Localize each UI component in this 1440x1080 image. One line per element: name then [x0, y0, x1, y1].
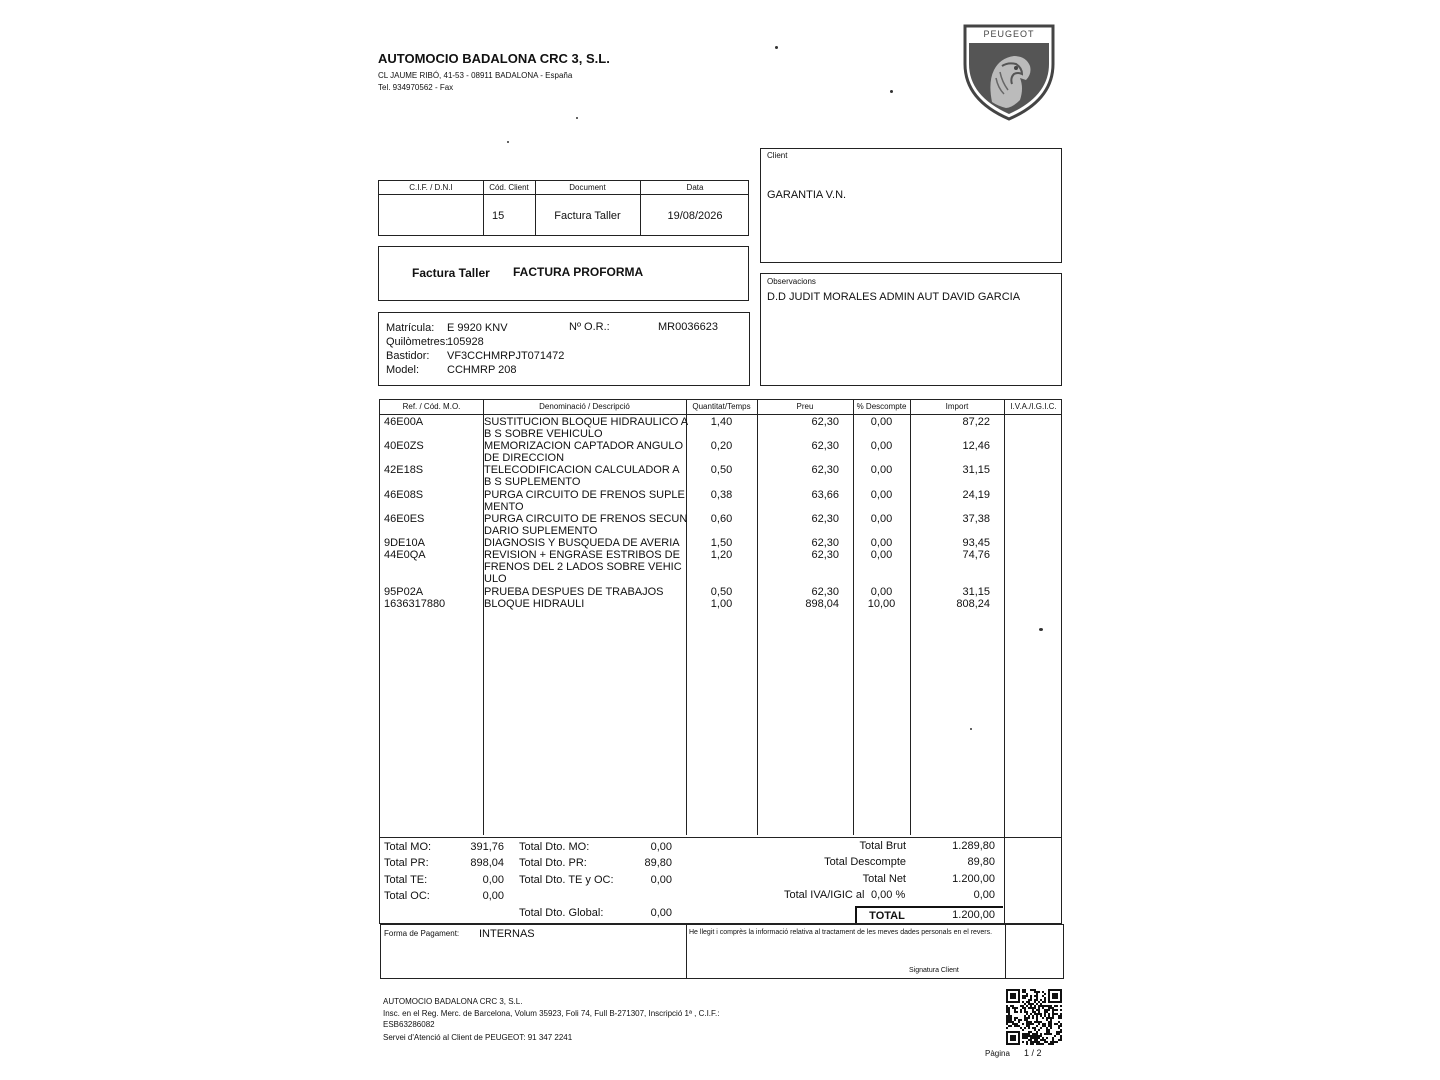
or-value: MR0036623	[658, 321, 718, 333]
date-value: 19/08/2026	[667, 210, 723, 222]
vehicle-box	[378, 312, 750, 386]
item-price: 62,30	[811, 537, 839, 549]
total-net-label: Total Net	[862, 873, 906, 885]
item-description: TELECODIFICACION CALCULADOR A B S SUPLEMENTO	[484, 464, 679, 488]
payment-method: INTERNAS	[479, 928, 535, 940]
scan-speck	[775, 46, 778, 49]
company-phone: Tel. 934970562 - Fax	[378, 83, 454, 92]
col-amount-header: Import	[945, 402, 969, 411]
invoice-type-label: Factura Taller	[412, 266, 490, 280]
scan-speck	[1039, 628, 1043, 631]
footer-customer-service: Servei d'Atenció al Client de PEUGEOT: 91 347 2241	[383, 1033, 573, 1042]
item-discount: 0,00	[870, 416, 893, 428]
total-mo-label: Total MO:	[384, 841, 432, 853]
model-value: CCHMRP 208	[447, 364, 517, 376]
item-amount: 808,24	[956, 598, 990, 610]
cif-label: C.I.F. / D.N.I	[409, 183, 453, 192]
footer-company: AUTOMOCIO BADALONA CRC 3, S.L.	[383, 997, 523, 1006]
col-ref-header: Ref. / Cód. M.O.	[402, 402, 461, 411]
item-amount: 37,38	[962, 513, 990, 525]
total-brut-label: Total Brut	[859, 840, 906, 852]
company-name: AUTOMOCIO BADALONA CRC 3, S.L.	[378, 51, 610, 66]
chassis-label: Bastidor:	[386, 350, 430, 362]
privacy-note: He llegit i comprès la informació relativa al tractament de les meves dades personals en el revers.	[689, 929, 993, 936]
item-amount: 87,22	[962, 416, 990, 428]
total-descompte-value: 89,80	[967, 856, 995, 868]
page-number: 1 / 2	[1024, 1048, 1042, 1058]
item-ref: 46E0ES	[384, 513, 425, 525]
total-dto-pr-label: Total Dto. PR:	[519, 857, 587, 869]
item-description: SUSTITUCION BLOQUE HIDRAULICO A B S SOBRE VEHICULO	[484, 416, 688, 440]
total-pr-label: Total PR:	[384, 857, 429, 869]
total-oc-label: Total OC:	[384, 890, 430, 902]
scan-speck	[576, 117, 578, 119]
scan-speck	[890, 90, 893, 93]
item-price: 62,30	[811, 464, 839, 476]
item-discount: 0,00	[870, 586, 893, 598]
total-iva-value: 0,00	[973, 889, 995, 901]
line-items-table	[379, 399, 1062, 924]
invoice-type-value: FACTURA PROFORMA	[513, 265, 644, 279]
scan-speck	[970, 728, 972, 730]
total-dto-teoc-value: 0,00	[650, 874, 672, 886]
item-quantity: 0,50	[710, 464, 733, 476]
total-dto-mo-value: 0,00	[650, 841, 672, 853]
observations-text: D.D JUDIT MORALES ADMIN AUT DAVID GARCIA	[767, 291, 1021, 303]
payment-box	[380, 924, 1064, 979]
item-price: 62,30	[811, 586, 839, 598]
client-code-value: 15	[492, 210, 505, 222]
item-amount: 74,76	[962, 549, 990, 561]
page-label: Pàgina	[985, 1049, 1010, 1058]
item-description: REVISION + ENGRASE ESTRIBOS DE FRENOS DEL 2 LADOS SOBRE VEHICULO	[484, 549, 682, 585]
item-price: 63,66	[811, 489, 839, 501]
item-amount: 24,19	[962, 489, 990, 501]
item-quantity: 0,50	[710, 586, 733, 598]
item-discount: 0,00	[870, 440, 893, 452]
item-ref: 42E18S	[384, 464, 424, 476]
item-description: DIAGNOSIS Y BUSQUEDA DE AVERIA	[484, 537, 680, 549]
observations-label: Observacions	[767, 277, 816, 286]
item-amount: 12,46	[962, 440, 990, 452]
qr-code-icon	[1006, 989, 1062, 1045]
item-description: PURGA CIRCUITO DE FRENOS SECUNDARIO SUPLEMENTO	[484, 513, 688, 537]
client-box	[760, 148, 1062, 263]
item-ref: 44E0QA	[384, 549, 426, 561]
client-name: GARANTIA V.N.	[767, 189, 847, 201]
item-price: 62,30	[811, 440, 839, 452]
item-description: MEMORIZACION CAPTADOR ANGULO DE DIRECCION	[484, 440, 684, 464]
col-desc-header: Denominació / Descripció	[539, 402, 630, 411]
item-ref: 9DE10A	[384, 537, 425, 549]
item-price: 898,04	[805, 598, 839, 610]
logo-brand-text: PEUGEOT	[983, 29, 1035, 39]
item-quantity: 1,50	[710, 537, 733, 549]
total-iva-label: Total IVA/IGIC al	[784, 889, 865, 901]
total-mo-value: 391,76	[470, 841, 504, 853]
item-amount: 93,45	[962, 537, 990, 549]
item-ref: 1636317880	[384, 598, 446, 610]
or-label: Nº O.R.:	[569, 321, 610, 333]
item-price: 62,30	[811, 513, 839, 525]
grand-total-value: 1.200,00	[952, 909, 995, 921]
item-amount: 31,15	[962, 586, 990, 598]
item-price: 62,30	[811, 416, 839, 428]
col-discount-header: % Descompte	[856, 402, 907, 411]
total-pr-value: 898,04	[470, 857, 504, 869]
item-quantity: 1,00	[710, 598, 733, 610]
item-ref: 46E00A	[384, 416, 424, 428]
item-description: PRUEBA DESPUES DE TRABAJOS	[484, 586, 664, 598]
km-label: Quilòmetres:	[386, 336, 449, 348]
total-descompte-label: Total Descompte	[824, 856, 906, 868]
col-qty-header: Quantitat/Temps	[692, 402, 751, 411]
total-te-value: 0,00	[482, 874, 504, 886]
total-dto-global-value: 0,00	[650, 907, 672, 919]
date-label: Data	[686, 183, 704, 192]
item-description: BLOQUE HIDRAULI	[484, 598, 585, 610]
footer-registry: Insc. en el Reg. Merc. de Barcelona, Volum 35923, Foli 74, Full B-271307, Inscripció 1ª , C.I.F.:	[383, 1009, 720, 1018]
footer-cif: ESB63286082	[383, 1020, 435, 1029]
doc-header-box	[378, 180, 749, 236]
company-address: CL JAUME RIBÓ, 41-53 - 08911 BADALONA - España	[378, 71, 573, 80]
total-oc-value: 0,00	[482, 890, 504, 902]
item-ref: 40E0ZS	[384, 440, 424, 452]
chassis-value: VF3CCHMRPJT071472	[447, 350, 565, 362]
model-label: Model:	[386, 364, 420, 376]
client-code-label: Cód. Client	[489, 183, 529, 192]
item-discount: 0,00	[870, 549, 893, 561]
item-discount: 0,00	[870, 489, 893, 501]
item-quantity: 1,20	[710, 549, 733, 561]
col-tax-header: I.V.A./I.G.I.C.	[1010, 402, 1057, 411]
item-price: 62,30	[811, 549, 839, 561]
item-ref: 95P02A	[384, 586, 424, 598]
item-discount: 0,00	[870, 513, 893, 525]
peugeot-logo	[962, 22, 1056, 122]
total-dto-pr-value: 89,80	[644, 857, 672, 869]
total-net-value: 1.200,00	[952, 873, 995, 885]
col-price-header: Preu	[796, 402, 814, 411]
item-ref: 46E08S	[384, 489, 424, 501]
line-items-body	[380, 400, 1063, 837]
total-brut-value: 1.289,80	[952, 840, 995, 852]
signature-label: Signatura Client	[909, 967, 959, 974]
item-amount: 31,15	[962, 464, 990, 476]
plate-label: Matrícula:	[386, 322, 435, 334]
total-iva-rate: 0,00 %	[871, 889, 906, 901]
total-dto-teoc-label: Total Dto. TE y OC:	[519, 874, 614, 886]
plate-value: E 9920 KNV	[447, 322, 508, 334]
invoice-type-box	[378, 246, 749, 301]
item-quantity: 0,60	[710, 513, 733, 525]
item-quantity: 1,40	[710, 416, 733, 428]
document-label: Document	[569, 183, 606, 192]
total-dto-global-label: Total Dto. Global:	[519, 907, 604, 919]
item-discount: 10,00	[867, 598, 896, 610]
total-te-label: Total TE:	[384, 874, 428, 886]
payment-label: Forma de Pagament:	[384, 929, 460, 938]
item-discount: 0,00	[870, 464, 893, 476]
item-discount: 0,00	[870, 537, 893, 549]
item-quantity: 0,20	[710, 440, 733, 452]
total-dto-mo-label: Total Dto. MO:	[519, 841, 590, 853]
observations-box	[760, 273, 1062, 386]
item-quantity: 0,38	[710, 489, 733, 501]
grand-total-label: TOTAL	[869, 910, 905, 922]
scan-speck	[507, 141, 509, 143]
client-label: Client	[767, 151, 788, 160]
item-description: PURGA CIRCUITO DE FRENOS SUPLEMENTO	[484, 489, 685, 513]
document-value: Factura Taller	[554, 210, 621, 222]
km-value: 105928	[447, 336, 484, 348]
